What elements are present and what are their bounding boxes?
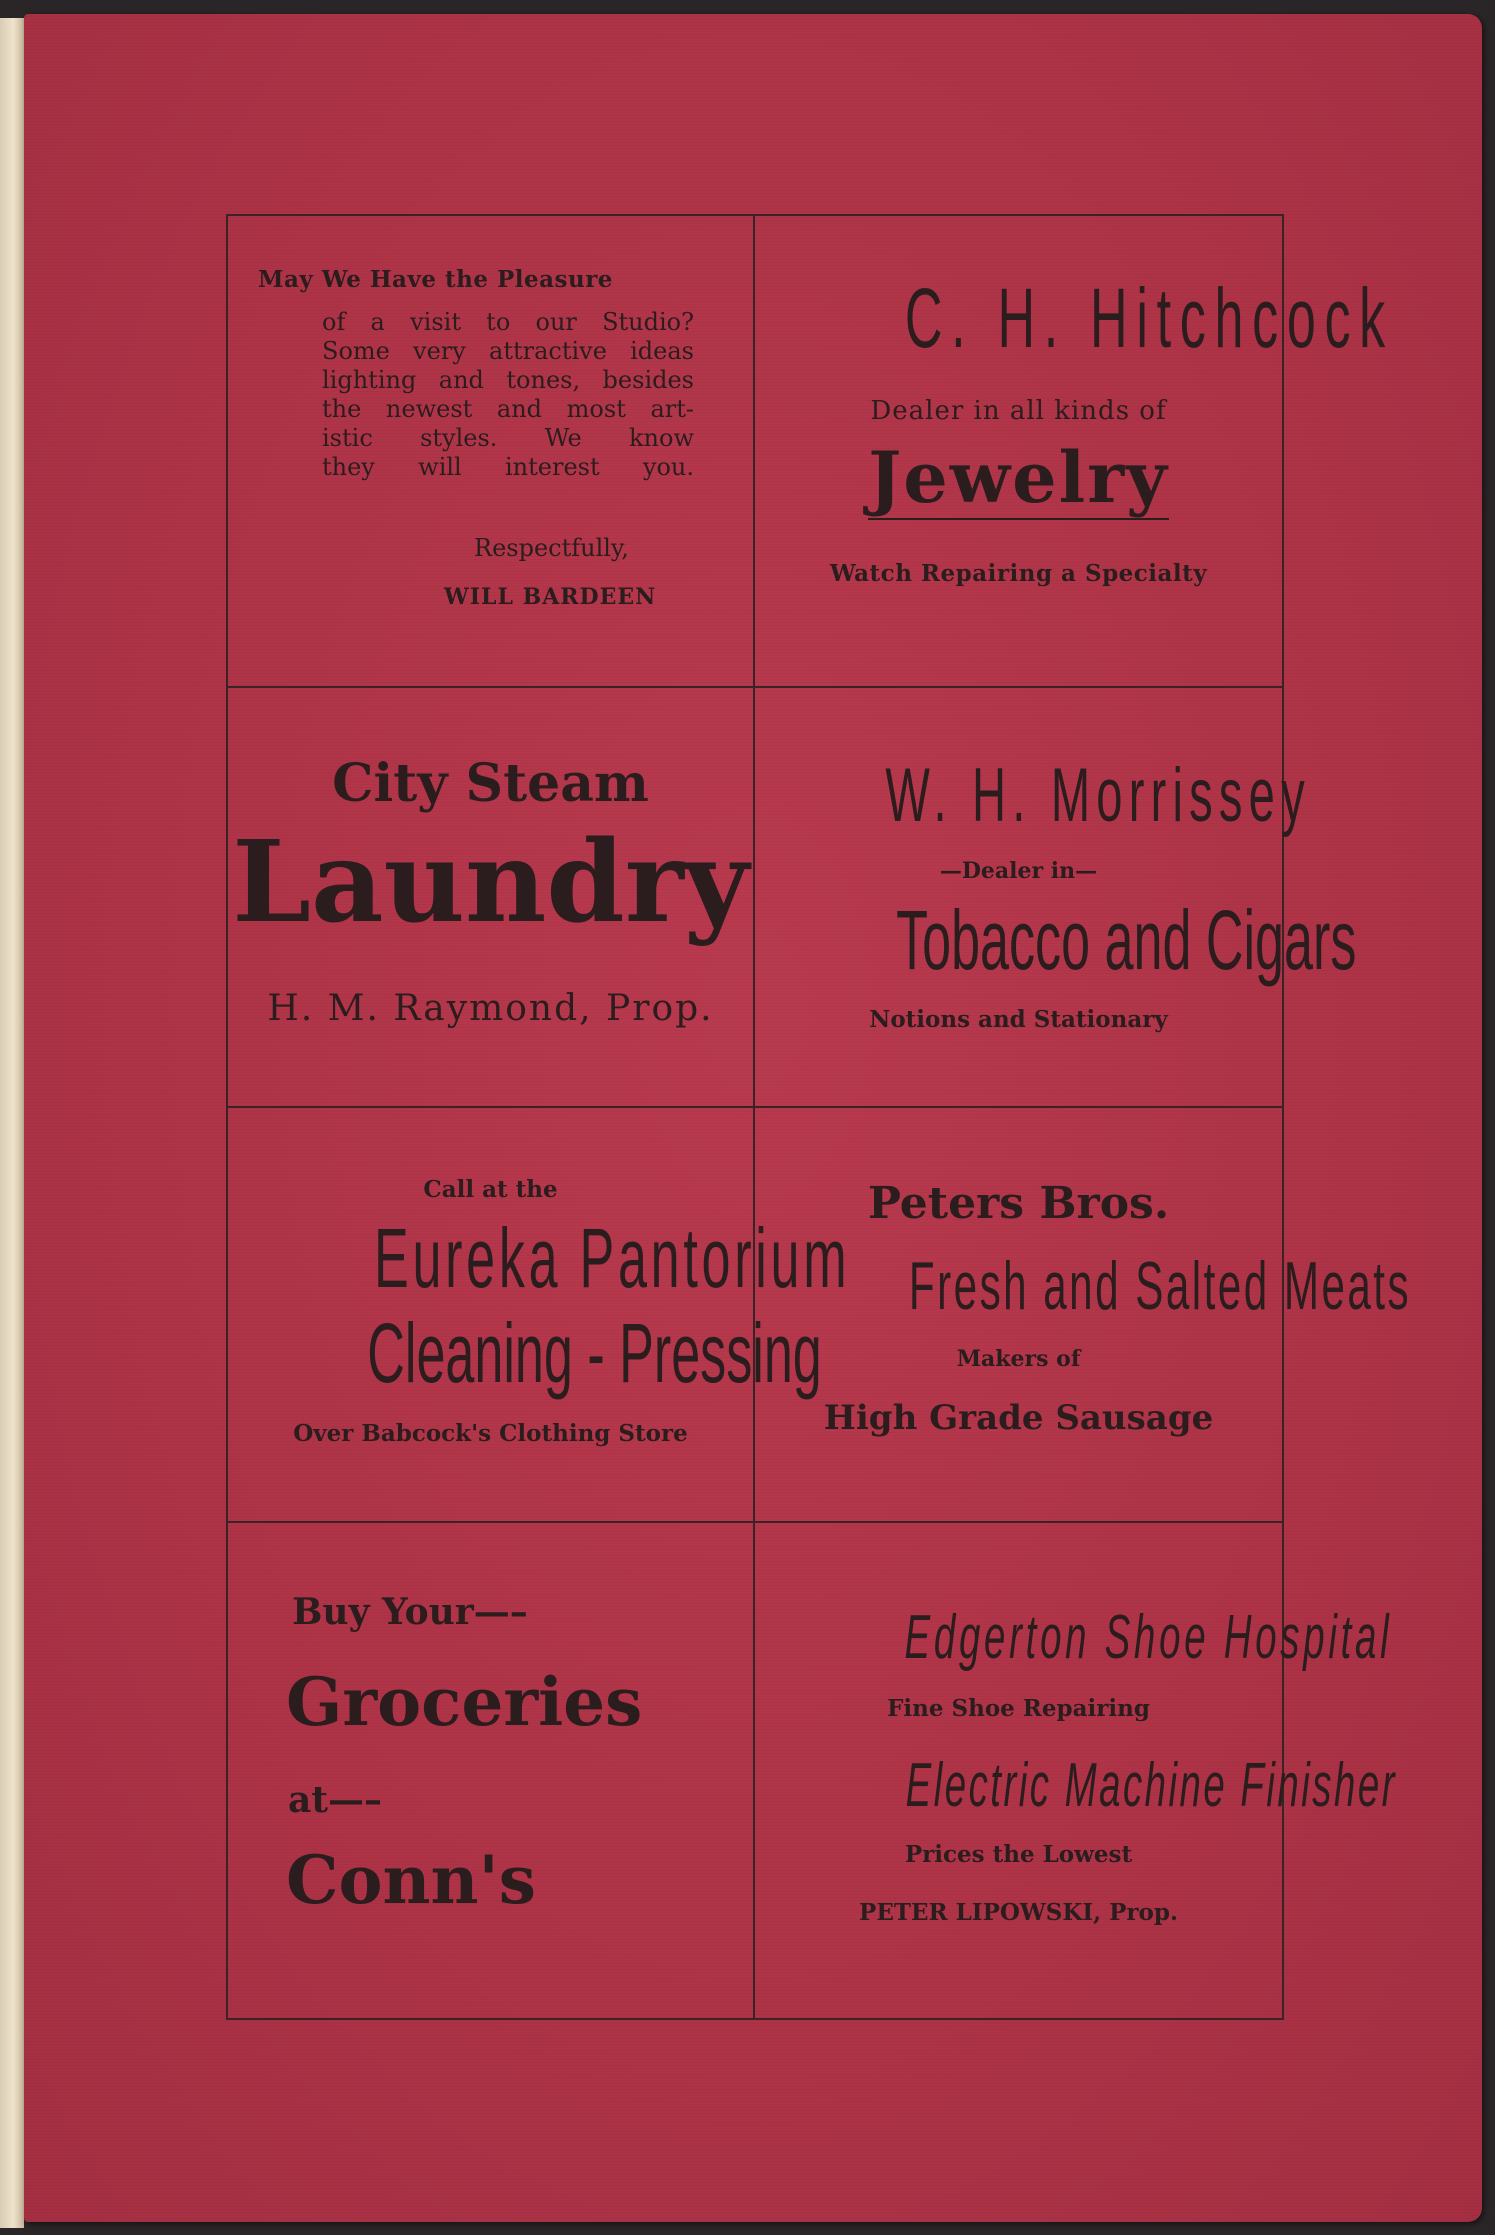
laundry-line2: Laundry (232, 817, 749, 948)
groceries-line1: Buy Your—– (292, 1591, 528, 1633)
jewelry-name: C. H. Hitchcock (904, 271, 1394, 365)
pantorium-services: Cleaning - Pressing (367, 1306, 822, 1400)
page-edge (0, 18, 24, 2228)
tobacco-tagline: —Dealer in— (939, 858, 1098, 884)
studio-line: Some very attractive ideas (322, 337, 694, 365)
studio-line: of a visit to our Studio? (322, 308, 694, 336)
laundry-line1: City Steam (332, 753, 649, 814)
tobacco-extra: Notions and Stationary (869, 1006, 1168, 1033)
pantorium-location: Over Babcock's Clothing Store (293, 1420, 688, 1447)
shoes-equipment: Electric Machine Finisher (905, 1751, 1397, 1820)
laundry-proprietor: H. M. Raymond, Prop. (267, 988, 714, 1029)
groceries-line4: Conn's (286, 1841, 536, 1919)
studio-line: the newest and most art- (322, 395, 694, 423)
pantorium-intro: Call at the (423, 1176, 558, 1203)
groceries-line2: Groceries (286, 1663, 643, 1741)
shoes-name: Edgerton Shoe Hospital (904, 1603, 1393, 1672)
ad-tobacco (755, 688, 1357, 1108)
meats-specialty: High Grade Sausage (823, 1398, 1214, 1438)
meats-tagline: Makers of (956, 1346, 1081, 1372)
jewelry-product: Jewelry (868, 436, 1169, 519)
shoes-service: Fine Shoe Repairing (887, 1695, 1150, 1722)
pantorium-name: Eureka Pantorium (373, 1211, 851, 1305)
ad-jewelry (755, 216, 1394, 688)
jewelry-tagline: Dealer in all kinds of (870, 396, 1167, 426)
ad-studio (228, 216, 755, 688)
ad-shoes (755, 1523, 1397, 2018)
ad-grid (226, 214, 1412, 2020)
groceries-line3: at—– (288, 1779, 382, 1821)
meats-name: Peters Bros. (867, 1178, 1170, 1229)
ad-pantorium (228, 1108, 851, 1523)
ad-laundry (228, 688, 755, 1108)
studio-line: istic styles. We know (322, 424, 694, 452)
studio-closing: Respectfully, (474, 534, 629, 562)
tobacco-product: Tobacco and Cigars (896, 893, 1357, 987)
cover-page (24, 14, 1482, 2222)
tobacco-name: W. H. Morrissey (885, 753, 1311, 838)
ad-groceries (228, 1523, 755, 2018)
shoes-proprietor: PETER LIPOWSKI, Prop. (859, 1899, 1178, 1926)
shoes-prices: Prices the Lowest (904, 1841, 1133, 1868)
studio-heading: May We Have the Pleasure (258, 266, 613, 293)
ad-meats (755, 1108, 1412, 1523)
studio-body (322, 308, 694, 482)
meats-product: Fresh and Salted Meats (908, 1248, 1412, 1324)
studio-line: they will interest you. (322, 453, 694, 481)
studio-line: lighting and tones, besides (322, 366, 694, 394)
jewelry-specialty: Watch Repairing a Specialty (829, 560, 1208, 587)
studio-signature: WILL BARDEEN (444, 584, 657, 610)
